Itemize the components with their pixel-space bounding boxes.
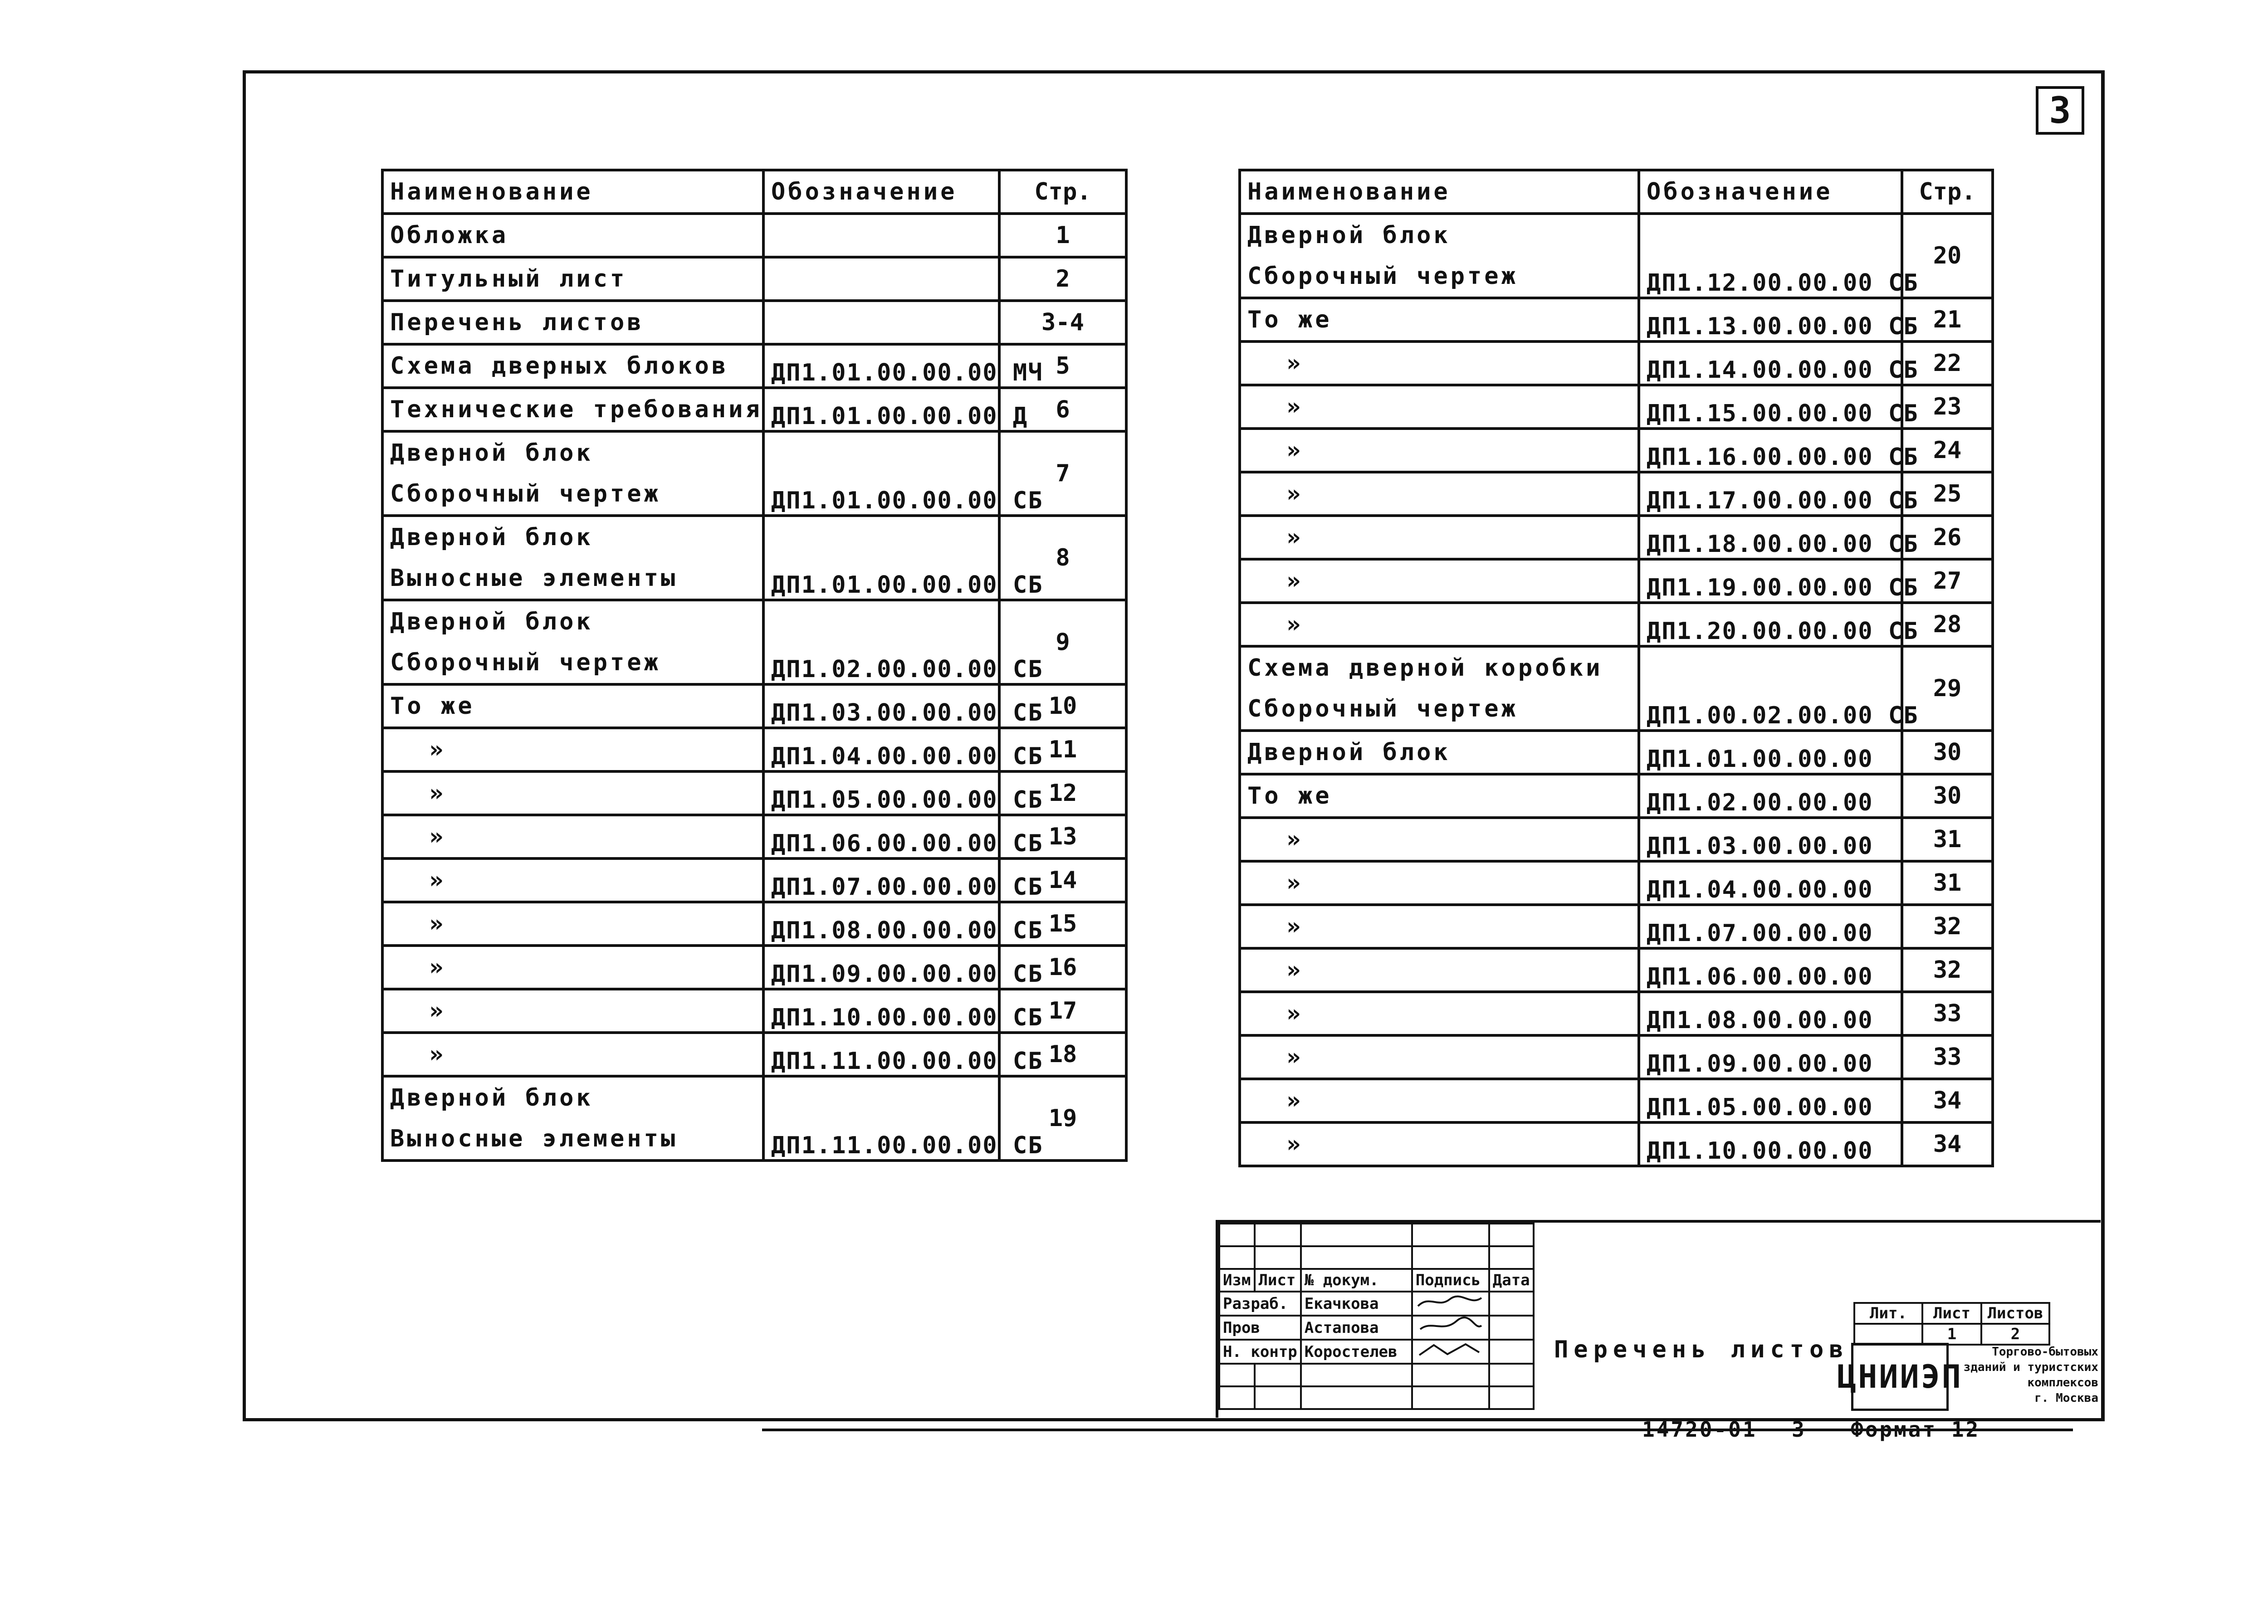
header-code: Обозначение	[1639, 170, 1902, 214]
sheet-code: ДП1.06.00.00.00 СБ	[763, 815, 999, 858]
table-row	[1240, 731, 1993, 774]
table-row	[382, 989, 1126, 1033]
table-row	[382, 1076, 1126, 1161]
sheet-name-cell	[382, 858, 763, 902]
sheets-total-header: Листов	[1981, 1303, 2049, 1324]
sheet-page: 13	[999, 815, 1126, 858]
sheet-page: 29	[1902, 646, 1993, 731]
sheet-page: 3-4	[999, 301, 1126, 344]
sheet-name: »	[1286, 611, 1304, 638]
sheet-code: ДП1.10.00.00.00	[1639, 1122, 1902, 1166]
sheet-code: ДП1.17.00.00.00 СБ	[1639, 472, 1902, 516]
table-row	[1240, 774, 1993, 818]
sheet-name-cell	[382, 989, 763, 1033]
sheet-page: 30	[1902, 774, 1993, 818]
sheet-code: ДП1.18.00.00.00 СБ	[1639, 516, 1902, 559]
sheet-name: »	[429, 736, 446, 763]
role-label: Разраб.	[1219, 1292, 1301, 1316]
sheet-name-cell	[1240, 992, 1639, 1035]
sheet-page: 31	[1902, 818, 1993, 861]
sheet-code	[763, 301, 999, 344]
footer-sheet-number: 3	[1792, 1417, 1806, 1442]
table-row	[382, 728, 1126, 771]
sheet-page: 30	[1902, 731, 1993, 774]
stage-header: Лит.	[1854, 1303, 1922, 1324]
sheet-page: 27	[1902, 559, 1993, 603]
sheet-code: ДП1.11.00.00.00 СБ	[763, 1033, 999, 1076]
sheet-name: Перечень листов	[390, 309, 644, 336]
signature	[1412, 1340, 1489, 1364]
sheet-code: ДП1.08.00.00.00	[1639, 992, 1902, 1035]
sheet-name: То же	[390, 693, 475, 720]
sheet-name: Сборочный чертеж	[1247, 263, 1518, 290]
table-header-row	[1240, 170, 1993, 214]
sheet-code: ДП1.16.00.00.00 СБ	[1639, 429, 1902, 472]
sheet-name-cell	[1240, 603, 1639, 646]
sheet-name-cell	[1240, 559, 1639, 603]
sheet-name-cell	[1240, 385, 1639, 429]
sheet-code: ДП1.14.00.00.00 СБ	[1639, 341, 1902, 385]
sheet-code: ДП1.13.00.00.00 СБ	[1639, 298, 1902, 341]
sheet-name: »	[429, 1041, 446, 1068]
sheet-code: ДП1.05.00.00.00 СБ	[763, 771, 999, 815]
header-code: Обозначение	[763, 170, 999, 214]
sheet-name-cell	[1240, 646, 1639, 731]
sheet-name-cell	[382, 946, 763, 989]
signature	[1412, 1316, 1489, 1340]
role-label: Пров	[1219, 1316, 1301, 1340]
person-name: Екачкова	[1301, 1292, 1412, 1316]
sheet-page: 23	[1902, 385, 1993, 429]
table-row	[382, 301, 1126, 344]
sheet-name-cell	[382, 1033, 763, 1076]
sheet-name: Дверной блок	[390, 524, 593, 551]
sheet-name-cell	[382, 902, 763, 946]
sheet-code: ДП1.04.00.00.00	[1639, 861, 1902, 905]
sheet-page: 2	[999, 257, 1126, 301]
table-row	[1240, 1122, 1993, 1166]
col-header: Дата	[1489, 1269, 1534, 1292]
table-row	[1240, 992, 1993, 1035]
table-row	[382, 771, 1126, 815]
sheet-name: »	[1286, 913, 1304, 940]
sheet-page: 5	[999, 344, 1126, 388]
title-block	[1216, 1220, 2101, 1418]
table-row	[1240, 429, 1993, 472]
sheet-name: Дверной блок	[390, 608, 593, 635]
sheet-name-cell	[1240, 861, 1639, 905]
header-page: Стр.	[999, 170, 1126, 214]
sheet-name: Сборочный чертеж	[390, 480, 661, 507]
table-row	[1240, 214, 1993, 298]
sheet-page: 12	[999, 771, 1126, 815]
role-label: Н. контр	[1219, 1340, 1301, 1364]
table-row	[1240, 472, 1993, 516]
sheet-page: 34	[1902, 1079, 1993, 1122]
sheet-name: »	[1286, 1131, 1304, 1158]
sheet-code: ДП1.01.00.00.00	[1639, 731, 1902, 774]
title-block-col-headers	[1219, 1269, 1534, 1292]
sheet-name-cell	[1240, 1035, 1639, 1079]
signature-mark	[1416, 1317, 1484, 1335]
col-header: Изм	[1219, 1269, 1255, 1292]
sheet-name: »	[429, 823, 446, 850]
sheet-name-cell	[1240, 298, 1639, 341]
sheet-name: »	[1286, 1000, 1304, 1027]
sheet-name: Выносные элементы	[390, 565, 678, 592]
person-name: Астапова	[1301, 1316, 1412, 1340]
sheet-page: 24	[1902, 429, 1993, 472]
sheet-name: Технические требования	[390, 396, 763, 423]
sheet-name: Схема дверной коробки	[1247, 654, 1603, 682]
table-row	[1240, 603, 1993, 646]
sheet-code: ДП1.01.00.00.00 СБ	[763, 516, 999, 600]
table-row	[1240, 559, 1993, 603]
sheet-name: »	[429, 780, 446, 807]
table-row	[1240, 298, 1993, 341]
col-header: № докум.	[1301, 1269, 1412, 1292]
sheet-code: ДП1.12.00.00.00 СБ	[1639, 214, 1902, 298]
sheet-name: Дверной блок	[1247, 222, 1451, 249]
sheet-name: То же	[1247, 306, 1332, 333]
sheet-number-box: 3	[2036, 86, 2084, 135]
sheet-name-cell	[382, 214, 763, 257]
table-row	[382, 684, 1126, 728]
table-row	[1240, 516, 1993, 559]
sheet-name: »	[1286, 567, 1304, 595]
sheet-code: ДП1.10.00.00.00 СБ	[763, 989, 999, 1033]
sheet-code: ДП1.01.00.00.00 МЧ	[763, 344, 999, 388]
sheet-code: ДП1.07.00.00.00 СБ	[763, 858, 999, 902]
sheet-name-cell	[382, 257, 763, 301]
sheet-page: 8	[999, 516, 1126, 600]
sheet-name-cell	[382, 728, 763, 771]
sheet-name-cell	[1240, 214, 1639, 298]
sheet-name: »	[1286, 1044, 1304, 1071]
table-row	[1240, 905, 1993, 948]
table-row	[382, 516, 1126, 600]
sheet-code: ДП1.03.00.00.00 СБ	[763, 684, 999, 728]
table-row	[382, 388, 1126, 431]
organization-name: Торгово-бытовых зданий и туристских комплексов г. Москва	[1963, 1345, 2098, 1405]
sheet-name-cell	[1240, 731, 1639, 774]
table-row	[1240, 948, 1993, 992]
sheet-name: Дверной блок	[1247, 739, 1451, 766]
table-body-right	[1240, 214, 1993, 1166]
header-name: Наименование	[382, 170, 763, 214]
stage-sheet-table	[1853, 1302, 2050, 1346]
sheet-page: 33	[1902, 992, 1993, 1035]
sheet-page: 6	[999, 388, 1126, 431]
sheet-page: 34	[1902, 1122, 1993, 1166]
col-header: Лист	[1255, 1269, 1300, 1292]
sheet-page: 20	[1902, 214, 1993, 298]
sheet-name-cell	[382, 388, 763, 431]
header-name: Наименование	[1240, 170, 1639, 214]
sheet-name: »	[429, 997, 446, 1024]
sheet-code: ДП1.20.00.00.00 СБ	[1639, 603, 1902, 646]
col-header: Подпись	[1412, 1269, 1489, 1292]
sheet-page: 22	[1902, 341, 1993, 385]
sheet-code: ДП1.02.00.00.00	[1639, 774, 1902, 818]
signature-row	[1219, 1316, 1534, 1340]
signature-row	[1219, 1292, 1534, 1316]
table-row	[382, 1033, 1126, 1076]
sheet-code: ДП1.08.00.00.00 СБ	[763, 902, 999, 946]
title-block-signature-grid	[1218, 1223, 1535, 1410]
table-row	[382, 431, 1126, 516]
table-row	[1240, 861, 1993, 905]
sheet-name-cell	[1240, 774, 1639, 818]
sheet-name: »	[1286, 869, 1304, 897]
sheet-list-table-left	[381, 169, 1128, 1162]
sheet-code: ДП1.04.00.00.00 СБ	[763, 728, 999, 771]
drawing-title: Перечень листов	[1554, 1336, 1849, 1363]
table-row	[1240, 341, 1993, 385]
sheet-page: 18	[999, 1033, 1126, 1076]
sheet-name-cell	[382, 815, 763, 858]
sheet-name-cell	[1240, 905, 1639, 948]
sheet-name: Обложка	[390, 222, 509, 249]
signature	[1412, 1292, 1489, 1316]
header-page: Стр.	[1902, 170, 1993, 214]
sheet-name: Титульный лист	[390, 265, 627, 293]
sheet-page: 31	[1902, 861, 1993, 905]
signature-row	[1219, 1340, 1534, 1364]
sheet-name: »	[1286, 826, 1304, 853]
sheet-name: Схема дверных блоков	[390, 352, 729, 380]
sheet-code: ДП1.19.00.00.00 СБ	[1639, 559, 1902, 603]
sheet-name: »	[1286, 393, 1304, 420]
sheet-page: 32	[1902, 948, 1993, 992]
sheet-name: Сборочный чертеж	[1247, 695, 1518, 722]
sheet-code: ДП1.00.02.00.00 СБ	[1639, 646, 1902, 731]
sheet-code: ДП1.05.00.00.00	[1639, 1079, 1902, 1122]
sheet-page: 16	[999, 946, 1126, 989]
sheet-code: ДП1.09.00.00.00	[1639, 1035, 1902, 1079]
sheet-name-cell	[382, 771, 763, 815]
sheet-list-table-right	[1238, 169, 1994, 1167]
table-row	[382, 257, 1126, 301]
sheet-code: ДП1.02.00.00.00 СБ	[763, 600, 999, 684]
sheet-name-cell	[382, 516, 763, 600]
sheet-name-cell	[382, 344, 763, 388]
sheet-page: 9	[999, 600, 1126, 684]
sheet-name: »	[1286, 350, 1304, 377]
sheet-name: »	[429, 867, 446, 894]
sheets-total-value: 2	[1981, 1324, 2049, 1345]
person-name: Коростелев	[1301, 1340, 1412, 1364]
sheet-name-cell	[1240, 472, 1639, 516]
signature-mark	[1416, 1341, 1484, 1359]
sheet-name-cell	[1240, 1122, 1639, 1166]
sheet-name-cell	[1240, 948, 1639, 992]
sheet-name-cell	[382, 684, 763, 728]
sheet-code: ДП1.01.00.00.00 СБ	[763, 431, 999, 516]
table-row	[382, 946, 1126, 989]
sheet-name: »	[429, 954, 446, 981]
table-row	[382, 344, 1126, 388]
sheet-page: 33	[1902, 1035, 1993, 1079]
sheet-code: ДП1.03.00.00.00	[1639, 818, 1902, 861]
sheet-page: 19	[999, 1076, 1126, 1161]
sheet-name-cell	[382, 600, 763, 684]
sheet-name: »	[429, 910, 446, 937]
table-body-left	[382, 214, 1126, 1161]
sheet-name-cell	[1240, 1079, 1639, 1122]
sheet-page: 15	[999, 902, 1126, 946]
table-row	[382, 902, 1126, 946]
sheet-page: 14	[999, 858, 1126, 902]
sheet-name-cell	[382, 1076, 763, 1161]
sheet-page: 10	[999, 684, 1126, 728]
table-row	[1240, 818, 1993, 861]
sheet-header: Лист	[1922, 1303, 1981, 1324]
sheet-code	[763, 257, 999, 301]
sheet-code: ДП1.07.00.00.00	[1639, 905, 1902, 948]
sheet-code: ДП1.09.00.00.00 СБ	[763, 946, 999, 989]
sheet-name: Дверной блок	[390, 439, 593, 467]
sheet-name-cell	[382, 301, 763, 344]
table-row	[1240, 1079, 1993, 1122]
sheet-value: 1	[1922, 1324, 1981, 1345]
table-header-row	[382, 170, 1126, 214]
table-row	[382, 600, 1126, 684]
sheet-code	[763, 214, 999, 257]
table-row	[1240, 385, 1993, 429]
sheet-page: 7	[999, 431, 1126, 516]
sheet-page: 26	[1902, 516, 1993, 559]
sheet-name: »	[1286, 524, 1304, 551]
sheet-page: 11	[999, 728, 1126, 771]
table-row	[1240, 646, 1993, 731]
format-label: Формат 12	[1851, 1417, 1980, 1442]
organization-logo: ЦНИИЭП	[1851, 1343, 1949, 1411]
sheet-page: 21	[1902, 298, 1993, 341]
sheet-name: »	[1286, 437, 1304, 464]
sheet-page: 25	[1902, 472, 1993, 516]
sheet-page: 32	[1902, 905, 1993, 948]
stage-value	[1854, 1324, 1922, 1345]
sheet-code: ДП1.15.00.00.00 СБ	[1639, 385, 1902, 429]
document-number: 14720-01	[1642, 1417, 1757, 1442]
table-row	[382, 858, 1126, 902]
sheet-name-cell	[1240, 429, 1639, 472]
sheet-code: ДП1.06.00.00.00	[1639, 948, 1902, 992]
sheet-name: Дверной блок	[390, 1084, 593, 1112]
sheet-name: Сборочный чертеж	[390, 649, 661, 676]
sheet-name: »	[1286, 1087, 1304, 1114]
sheet-name-cell	[1240, 341, 1639, 385]
sheet-name: То же	[1247, 782, 1332, 810]
table-row	[382, 815, 1126, 858]
sheet-name: »	[1286, 480, 1304, 507]
sheet-name: Выносные элементы	[390, 1125, 678, 1152]
sheet-page: 1	[999, 214, 1126, 257]
sheet-name-cell	[382, 431, 763, 516]
sheet-code: ДП1.01.00.00.00 Д	[763, 388, 999, 431]
sheet-page: 28	[1902, 603, 1993, 646]
sheet-code: ДП1.11.00.00.00 СБ	[763, 1076, 999, 1161]
sheet-name: »	[1286, 956, 1304, 984]
sheet-page: 17	[999, 989, 1126, 1033]
sheet-name-cell	[1240, 818, 1639, 861]
sheet-name-cell	[1240, 516, 1639, 559]
table-row	[382, 214, 1126, 257]
table-row	[1240, 1035, 1993, 1079]
signature-mark	[1416, 1292, 1484, 1311]
